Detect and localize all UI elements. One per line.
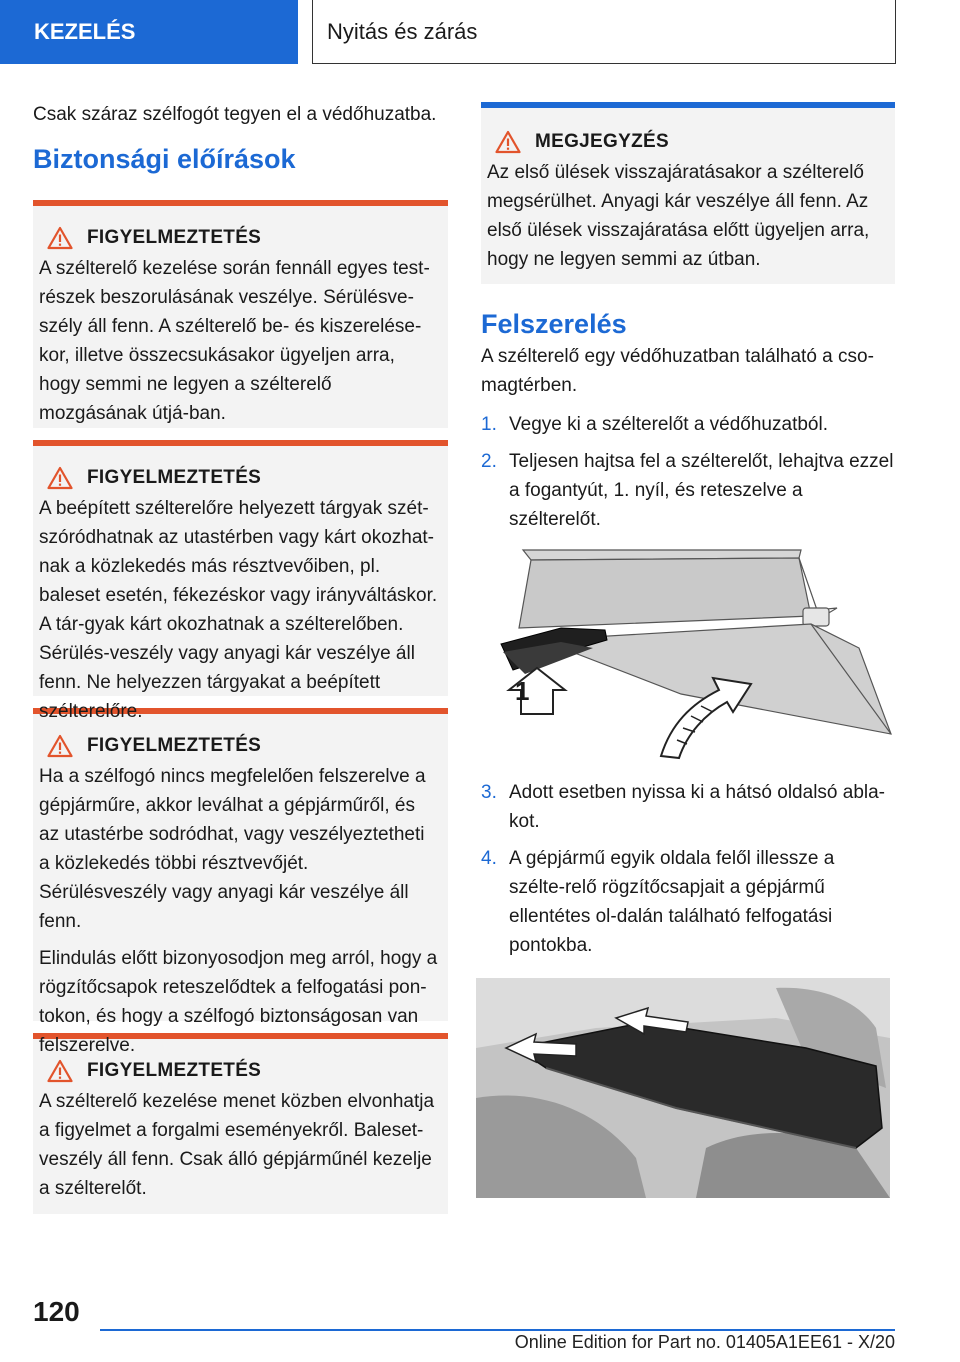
list-item — [481, 778, 895, 836]
footer-divider — [100, 1329, 895, 1331]
step-text: Adott esetben nyissa ki a hátsó oldalsó abla-kot. — [509, 782, 886, 832]
intro-text: Csak száraz szélfogót tegyen el a védőhuzatba. — [33, 104, 437, 125]
list-item — [481, 447, 895, 534]
installation-heading: Felszerelés — [481, 309, 627, 339]
list-item — [481, 410, 895, 439]
step-text: Vegye ki a szélterelőt a védőhuzatból. — [509, 414, 828, 435]
step-text: Teljesen hajtsa fel a szélterelőt, lehajtva ezzel a fogantyút, 1. nyíl, és reteszelve a szélterelőt. — [509, 451, 894, 530]
step-number: 3. — [481, 782, 497, 803]
warning-text: Elindulás előtt bizonyosodjon meg arról, hogy a rögzítőcsapok reteszelődtek a felfogatási pon-tokon, és hogy a szélfogó biztonságosan van felszerelve. — [39, 948, 438, 1056]
note-triangle-icon — [495, 130, 521, 154]
warning-box — [33, 708, 448, 1056]
warning-text: Ha a szélfogó nincs megfelelően felszerelve a gépjárműre, akkor leválhat a gépjárműről, és az utastérbe sodródhat, vagy veszélyeztetheti a közlekedés többi résztvevőjét. Sérülésveszély vagy anyagi kár veszélye áll fenn. — [39, 766, 426, 932]
chapter-tab: KEZELÉS — [0, 0, 298, 64]
interior-drawing — [476, 978, 890, 1198]
warning-title: FIGYELMEZTETÉS — [87, 1060, 262, 1081]
warning-box — [33, 1033, 448, 1214]
right-column — [481, 102, 895, 1198]
warning-title: FIGYELMEZTETÉS — [87, 227, 262, 248]
step-number: 2. — [481, 451, 497, 472]
note-box — [481, 102, 895, 284]
warning-text: A beépített szélterelőre helyezett tárgyak szét-szóródhatnak az utastérben vagy kárt okozhat-nak a közlekedés más résztvevőiben, pl. baleset esetén, fékezéskor vagy irányváltáskor. A tár-gyak kárt okozhatnak a szélterelőben. Sérülés-veszély vagy anyagi kár veszélye áll fenn. Ne helyezzen tárgyakat a beépített szélterelőre. — [39, 498, 438, 722]
section-title: Nyitás és zárás — [312, 0, 896, 64]
step-number: 1. — [481, 414, 497, 435]
note-title: MEGJEGYZÉS — [535, 131, 669, 152]
warning-title: FIGYELMEZTETÉS — [87, 735, 262, 756]
warning-box — [33, 200, 448, 428]
warning-text: A szélterelő kezelése menet közben elvonhatja a figyelmet a forgalmi eseményekről. Baleset-veszély áll fenn. Csak álló gépjárműnél kezelje a szélterelőt. — [39, 1091, 435, 1199]
deflector-drawing — [481, 544, 895, 764]
installation-intro: A szélterelő egy védőhuzatban található a cso-magtérben. — [481, 346, 874, 396]
steps-list-b — [481, 778, 895, 960]
warning-triangle-icon — [47, 466, 73, 490]
arrow-label: 1 — [515, 676, 530, 706]
warning-box — [33, 440, 448, 722]
left-column — [33, 100, 448, 1214]
safety-heading: Biztonsági előírások — [33, 144, 296, 174]
page-number: 120 — [33, 1296, 80, 1327]
steps-list-a — [481, 410, 895, 534]
warning-title: FIGYELMEZTETÉS — [87, 467, 262, 488]
warning-text: A szélterelő kezelése során fennáll egyes test-részek beszorulásának veszélye. Sérülésve-szély áll fenn. A szélterelő be- és kiszerelése-kor, illetve összecsukásakor ügyeljen arra, hogy semmi ne legyen a szélterelő mozgásának útjá-ban. — [39, 258, 430, 424]
note-text: Az első ülések visszajáratásakor a szélterelő megsérülhet. Anyagi kár veszélye áll fenn. Az első ülések visszajáratása előtt ügyeljen arra, hogy ne legyen semmi az útban. — [487, 162, 870, 270]
car-interior-photo — [476, 978, 890, 1198]
edition-footer: Online Edition for Part no. 01405A1EE61 - X/20 — [514, 1332, 895, 1352]
warning-triangle-icon — [47, 1059, 73, 1083]
warning-triangle-icon — [47, 734, 73, 758]
wind-deflector-fold-illustration — [481, 544, 895, 764]
step-number: 4. — [481, 848, 497, 869]
step-text: A gépjármű egyik oldala felől illessze a szélte-relő rögzítőcsapjait a gépjármű ellentétes ol-dalán található felfogatási pontokba. — [509, 848, 835, 956]
warning-triangle-icon — [47, 226, 73, 250]
list-item — [481, 844, 895, 960]
